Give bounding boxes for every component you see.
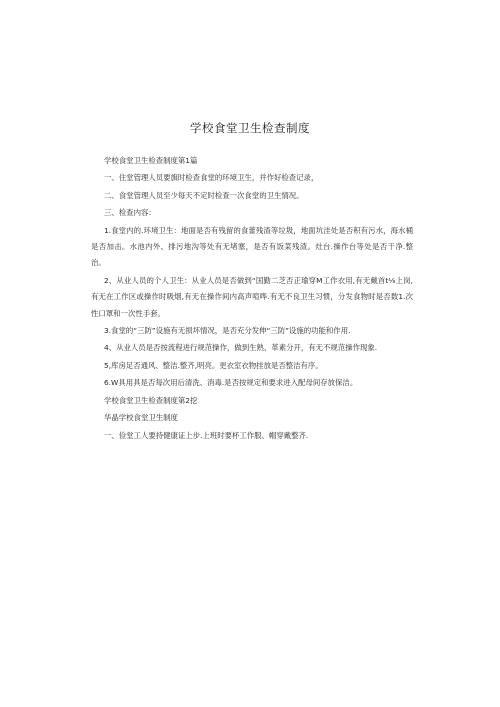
document-body	[91, 153, 413, 445]
paragraph-workers: 一、俭堂工人要持健康证上步.上班时要杯工作服、帽穿戴整齐.	[104, 430, 309, 440]
paragraph-item-3: 三、检查内容：	[104, 208, 156, 218]
paragraph-environment: 1.食堂内的.环境卫生：地面是否有残留的食蕾残渣等垃圾，地面坑洼处是否积有污水，海水桶是否加击。水池内外、排污地沟等处有无堵塞，是否有饭菜残渣。灶台.操作台等处是否干净.整治。	[91, 225, 413, 268]
paragraph-item-1: 一、住堂管理人员要旗时检查食堂的环境卫生，并作好检查记录，	[104, 173, 319, 183]
section-heading-2: 学校食堂卫生检查制度第2挖	[104, 395, 198, 405]
section-heading-1: 学校食堂卫生检查制度第1篇	[104, 156, 198, 165]
paragraph-process: 4、从业人员是否按流程进行规范操作，做到生熟、革素分开，有无不规范操作现象.	[104, 343, 378, 353]
paragraph-storage: 5,库房足否通风、整洁.整齐,明亮。更衣室衣物挂放是否整洁有序。	[104, 360, 323, 370]
paragraph-three-prevention: 3.食堂的“三防”设施有无损坏情况，是否充分发伸“三防”设施的功能和作用.	[104, 326, 351, 336]
document-title: 学校食堂卫生检查制度	[190, 121, 310, 135]
paragraph-utensils: 6.W具用具是否每次用后清洗、消毒.是否按规定和要求进入配母间存放保洁。	[104, 378, 358, 388]
section-subtitle: 华晶学校食堂卫生制度	[104, 413, 178, 423]
paragraph-item-2: 二、食堂管理人员至少每天不定时检查一次食堂的卫生情况。	[104, 190, 304, 200]
paragraph-personal-hygiene: 2、从业人员的个人卫生：从业人员是否做到“国勤二芝否正瑜穿M工作衣用,有无戴首t⅛上岗,有无在工作区或操作时吸烟,有无在操作间内高声喧哗.有无不良卫生习惯，分发食物时是否数1.次性口罩和一次性手套。	[91, 275, 413, 318]
